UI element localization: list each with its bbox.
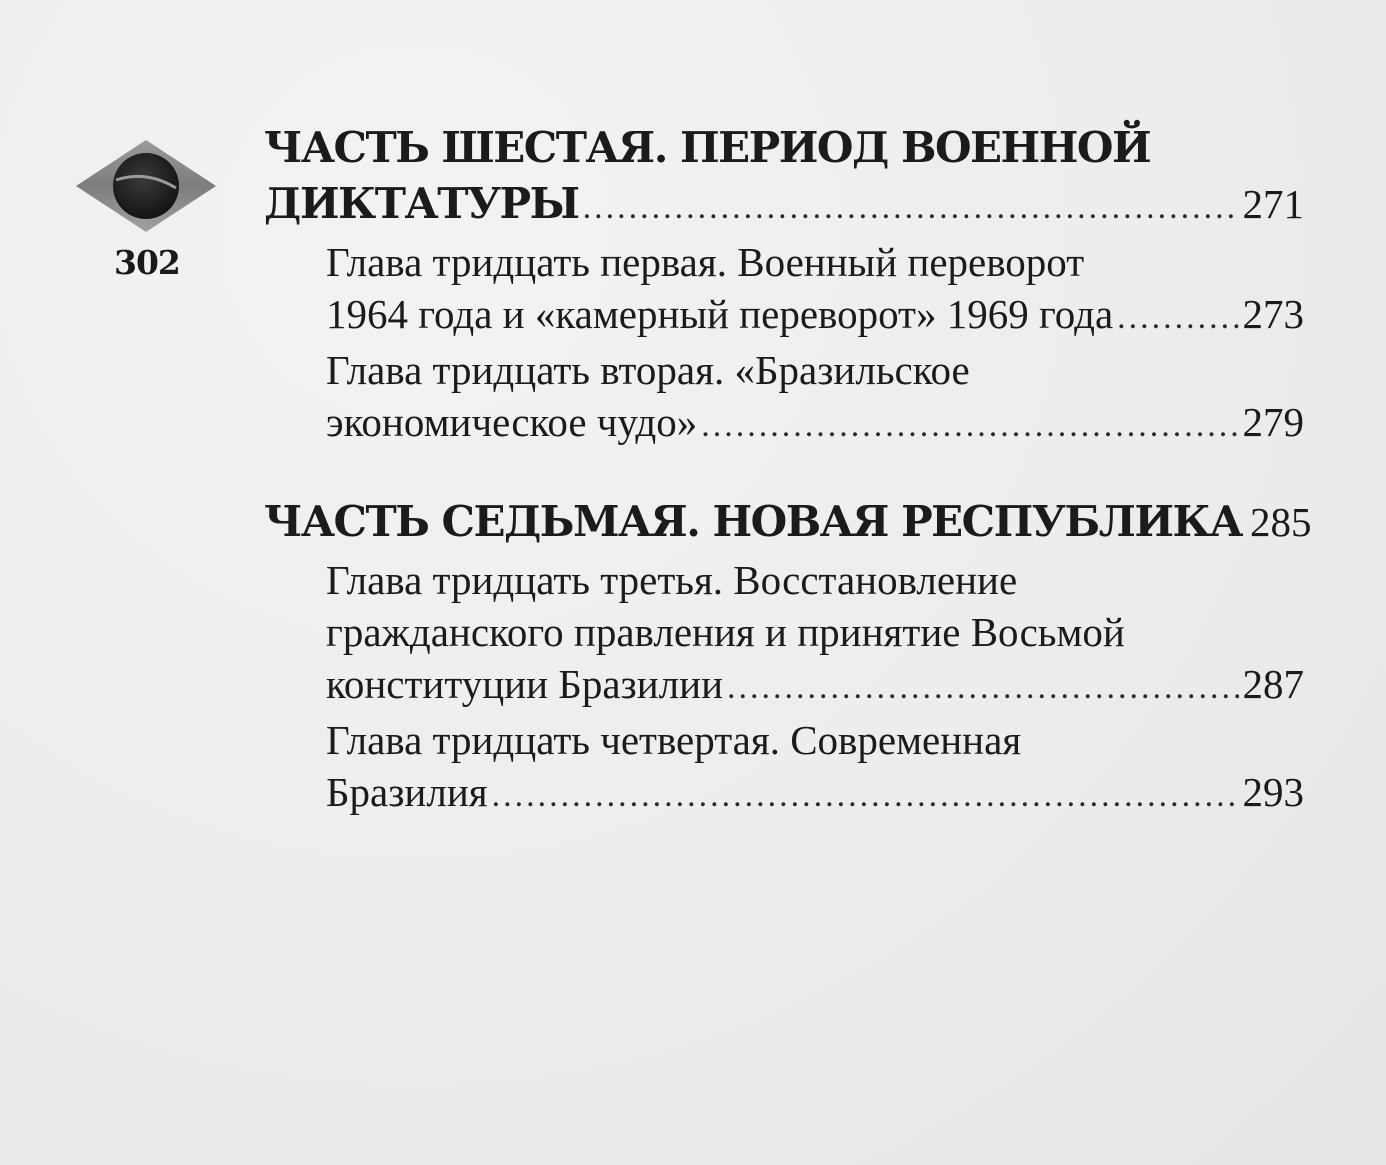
toc-chapter-34-line1 bbox=[326, 714, 1304, 766]
toc-chapter-32-title-line1: Глава тридцать вторая. «Бразильское bbox=[326, 347, 970, 393]
toc-chapter-31-title-line2: 1964 года и «камерный переворот» 1969 года bbox=[326, 291, 1114, 337]
toc-part-7[interactable] bbox=[264, 494, 1312, 554]
dot-leader bbox=[492, 770, 1239, 822]
dot-leader bbox=[583, 180, 1239, 236]
dot-leader bbox=[1117, 292, 1238, 344]
toc-chapter-31[interactable] bbox=[264, 236, 1304, 344]
toc-part-7-page: 285 bbox=[1249, 499, 1312, 545]
toc-chapter-32-line2 bbox=[326, 396, 1304, 452]
toc-chapter-32-title-line2: экономическое чудо» bbox=[326, 399, 698, 445]
toc-part-7-line1 bbox=[264, 494, 1312, 554]
toc-chapter-34-title-line2: Бразилия bbox=[326, 769, 488, 815]
toc-chapter-32-line1 bbox=[326, 344, 1304, 396]
toc-part-6[interactable] bbox=[264, 120, 1304, 236]
toc-chapter-33[interactable] bbox=[264, 554, 1304, 714]
toc-chapter-31-line1 bbox=[326, 236, 1304, 288]
toc-chapter-33-line2 bbox=[326, 606, 1304, 658]
toc-chapter-34-page: 293 bbox=[1242, 769, 1304, 815]
page-number: 302 bbox=[114, 243, 180, 282]
dot-leader bbox=[727, 662, 1238, 714]
toc-chapter-31-line2 bbox=[326, 288, 1304, 344]
toc-chapter-33-line1 bbox=[326, 554, 1304, 606]
toc-chapter-33-title-line3: конституции Бразилии bbox=[326, 661, 724, 707]
toc-chapter-31-page: 273 bbox=[1242, 291, 1304, 337]
diamond-circle-icon bbox=[76, 140, 216, 232]
toc-part-6-title-line1: ЧАСТЬ ШЕСТАЯ. ПЕРИОД ВОЕННОЙ bbox=[264, 123, 1151, 172]
toc-chapter-33-title-line1: Глава тридцать третья. Восстановление bbox=[326, 557, 1018, 603]
toc-part-6-line2 bbox=[264, 176, 1304, 236]
toc-chapter-34-line2 bbox=[326, 766, 1304, 822]
toc-chapter-34[interactable] bbox=[264, 714, 1304, 822]
toc-chapter-31-title-line1: Глава тридцать первая. Военный переворот bbox=[326, 239, 1085, 285]
toc-chapter-33-line3 bbox=[326, 658, 1304, 714]
table-of-contents bbox=[264, 120, 1312, 822]
toc-chapter-33-page: 287 bbox=[1242, 661, 1304, 707]
toc-part-7-title: ЧАСТЬ СЕДЬМАЯ. НОВАЯ РЕСПУБЛИКА bbox=[264, 497, 1242, 546]
toc-chapter-33-title-line2: гражданского правления и принятие Восьмой bbox=[326, 609, 1125, 655]
toc-chapter-34-title-line1: Глава тридцать четвертая. Современная bbox=[326, 717, 1022, 763]
toc-chapter-32[interactable] bbox=[264, 344, 1304, 452]
toc-chapter-32-page: 279 bbox=[1242, 399, 1304, 445]
toc-part-6-line1 bbox=[264, 120, 1304, 176]
dot-leader bbox=[701, 400, 1238, 452]
toc-part-6-title-line2: ДИКТАТУРЫ bbox=[264, 179, 579, 228]
toc-part-6-page: 271 bbox=[1242, 181, 1304, 227]
